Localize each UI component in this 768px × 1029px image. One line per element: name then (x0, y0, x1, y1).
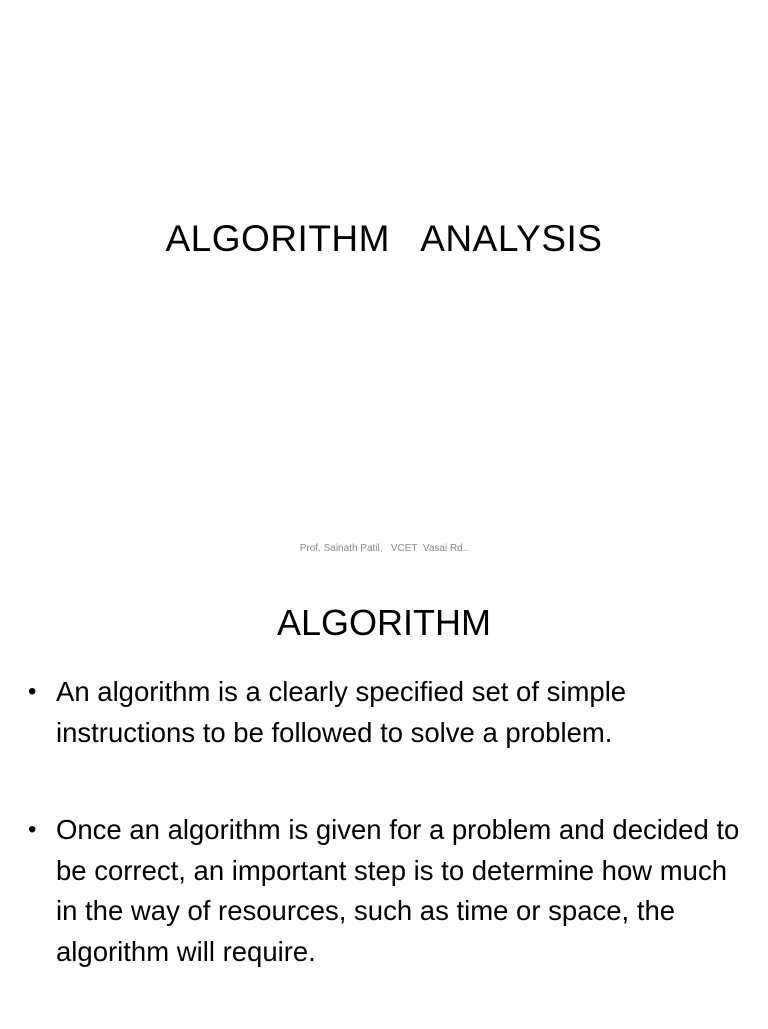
bullet-item (28, 672, 743, 753)
slide-heading: ALGORITHM (276, 602, 491, 643)
bullet-dot-icon: • (28, 678, 37, 705)
bullet-text: Once an algorithm is given for a problem and decided to be correct, an important step is to determine how much in the way of resources, such as time or space, the algorithm will require. (56, 814, 740, 967)
bullet-text: An algorithm is a clearly specified set of simple instructions to be followed to solve a problem. (56, 676, 627, 748)
bullet-item (28, 810, 743, 972)
slide-footer-author: Prof. Sainath Patil, VCET Vasai Rd.. (299, 543, 469, 554)
content-slide (0, 576, 768, 1024)
bullet-dot-icon: • (28, 816, 37, 843)
slide-title-main: ALGORITHM ANALYSIS (165, 218, 603, 259)
bullet-list (28, 672, 743, 1029)
